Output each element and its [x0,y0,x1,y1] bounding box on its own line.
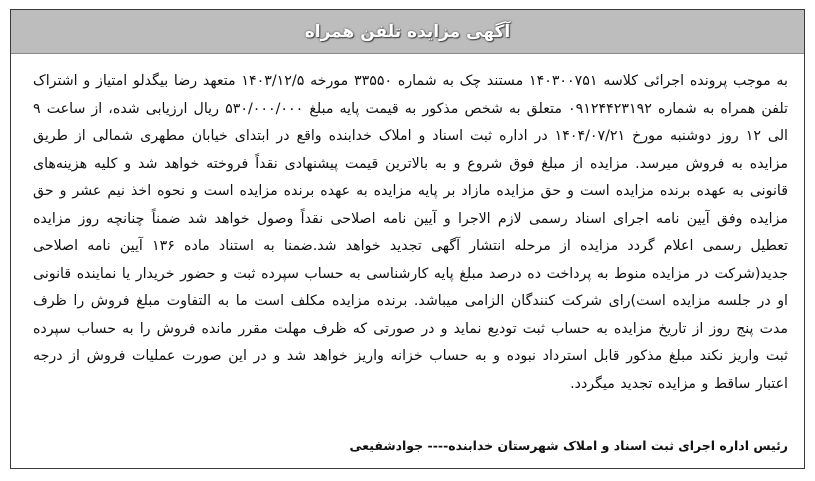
notice-body: به موجب پرونده اجرائی کلاسه ۱۴۰۳۰۰۷۵۱ مستند چک به شماره ۳۳۵۵۰ مورخه ۱۴۰۳/۱۲/۵ متعهد رضا بیگدلو امتیاز و اشتراک تلفن همراه به شماره ۰۹۱۲۴۴۲۳۱۹۲ متعلق به شخص مذکور به قیمت پایه مبلغ ۵۳۰/۰۰۰/۰۰۰ ریال ارزیابی شده، از ساعت ۹ الی ۱۲ روز دوشنبه مورخ ۱۴۰۴/۰۷/۲۱ در اداره ثبت اسناد و املاک خدابنده واقع در ابتدای خیابان مطهری شمالی از طریق مزایده به فروش میرسد. مزایده از مبلغ فوق شروع و به بالاترین قیمت پیشنهادی نقداً فروخته خواهد شد و کلیه هزینه‌های قانونی به عهده برنده مزایده است و حق مزایده مازاد بر پایه مزایده به عهده برنده مزایده است و نحوه اخذ نیم عشر و حق مزایده وفق آیین نامه اجرای اسناد رسمی لازم الاجرا و آیین نامه اصلاحی نقداً وصول خواهد شد ضمناً چنانچه روز مزایده تعطیل رسمی اعلام گردد مزایده از مرحله انتشار آگهی تجدید خواهد شد.ضمنا به استناد ماده ۱۳۶ آیین نامه اصلاحی جدید(شرکت در مزایده منوط به پرداخت ده درصد مبلغ پایه کارشناسی به حساب سپرده ثبت و حضور خریدار یا نماینده قانونی او در جلسه مزایده است)رای شرکت کنندگان الزامی میباشد. برنده مزایده مکلف است ما به التفاوت مبلغ فروش را ظرف مدت پنج روز از تاریخ مزایده به حساب ثبت تودیع نماید و در صورتی که ظرف مهلت مقرر مانده فروش را به حساب سپرده ثبت واریز نکند مبلغ مذکور قابل استرداد نبوده و به حساب خزانه واریز خواهد شد و در این صورت عملیات فروش از درجه اعتبار ساقط و مزایده تجدید میگردد. [33,73,789,392]
notice-title: آگهی مزایده تلفن همراه [304,21,511,42]
title-bar [11,10,804,54]
auction-notice [10,9,805,469]
notice-signature: رئیس اداره اجرای ثبت اسناد و املاک شهرستان خدابنده---- جوادشفیعی [349,438,788,453]
